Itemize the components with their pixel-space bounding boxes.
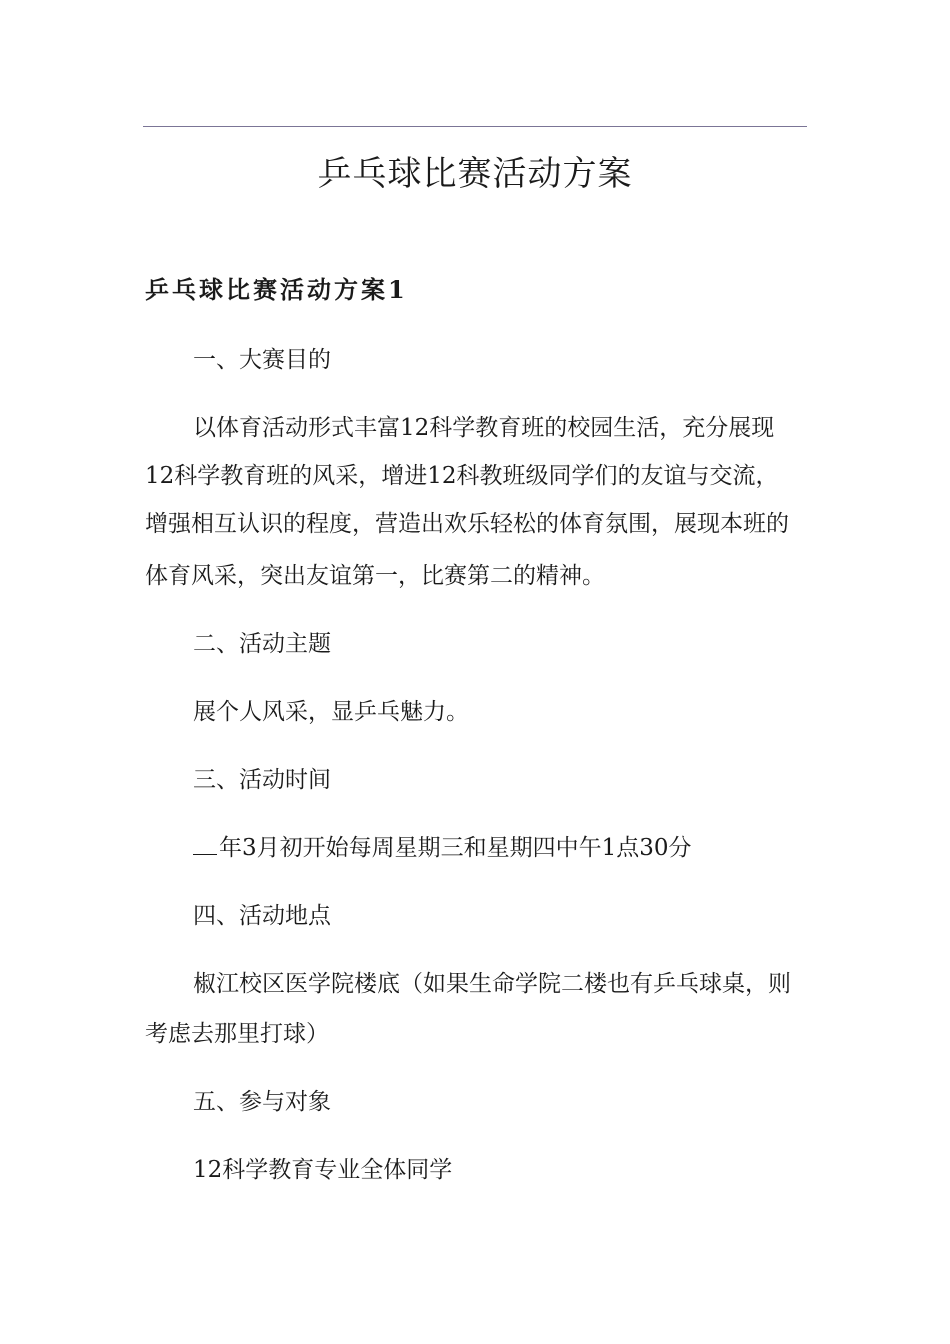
header-rule <box>143 126 807 127</box>
time-body <box>193 830 692 866</box>
purpose-line-3: 增强相互认识的程度，营造出欢乐轻松的体育氛围，展现本班的 <box>145 511 789 537</box>
blank-underline <box>193 832 217 855</box>
time-text: 年3月初开始每周星期三和星期四中午1点30分 <box>219 835 692 861</box>
heading-time: 三、活动时间 <box>193 767 331 793</box>
purpose-line-2: 12科学教育班的风采，增进12科教班级同学们的友谊与交流， <box>145 463 779 489</box>
purpose-line-4: 体育风采，突出友谊第一，比赛第二的精神。 <box>145 563 605 589</box>
location-line-1: 椒江校区医学院楼底（如果生命学院二楼也有乒乓球桌，则 <box>193 971 791 997</box>
purpose-line-1: 以体育活动形式丰富12科学教育班的校园生活，充分展现 <box>193 415 775 441</box>
heading-theme: 二、活动主题 <box>193 631 331 657</box>
theme-body: 展个人风采，显乒乓魅力。 <box>193 699 469 725</box>
location-line-2: 考虑去那里打球） <box>145 1021 329 1047</box>
heading-location: 四、活动地点 <box>193 903 331 929</box>
heading-purpose: 一、大赛目的 <box>193 347 331 373</box>
participants-body: 12科学教育专业全体同学 <box>193 1157 453 1183</box>
document-title: 乒乓球比赛活动方案 <box>317 154 633 194</box>
section-subtitle: 乒乓球比赛活动方案1 <box>145 275 408 304</box>
heading-participants: 五、参与对象 <box>193 1089 331 1115</box>
